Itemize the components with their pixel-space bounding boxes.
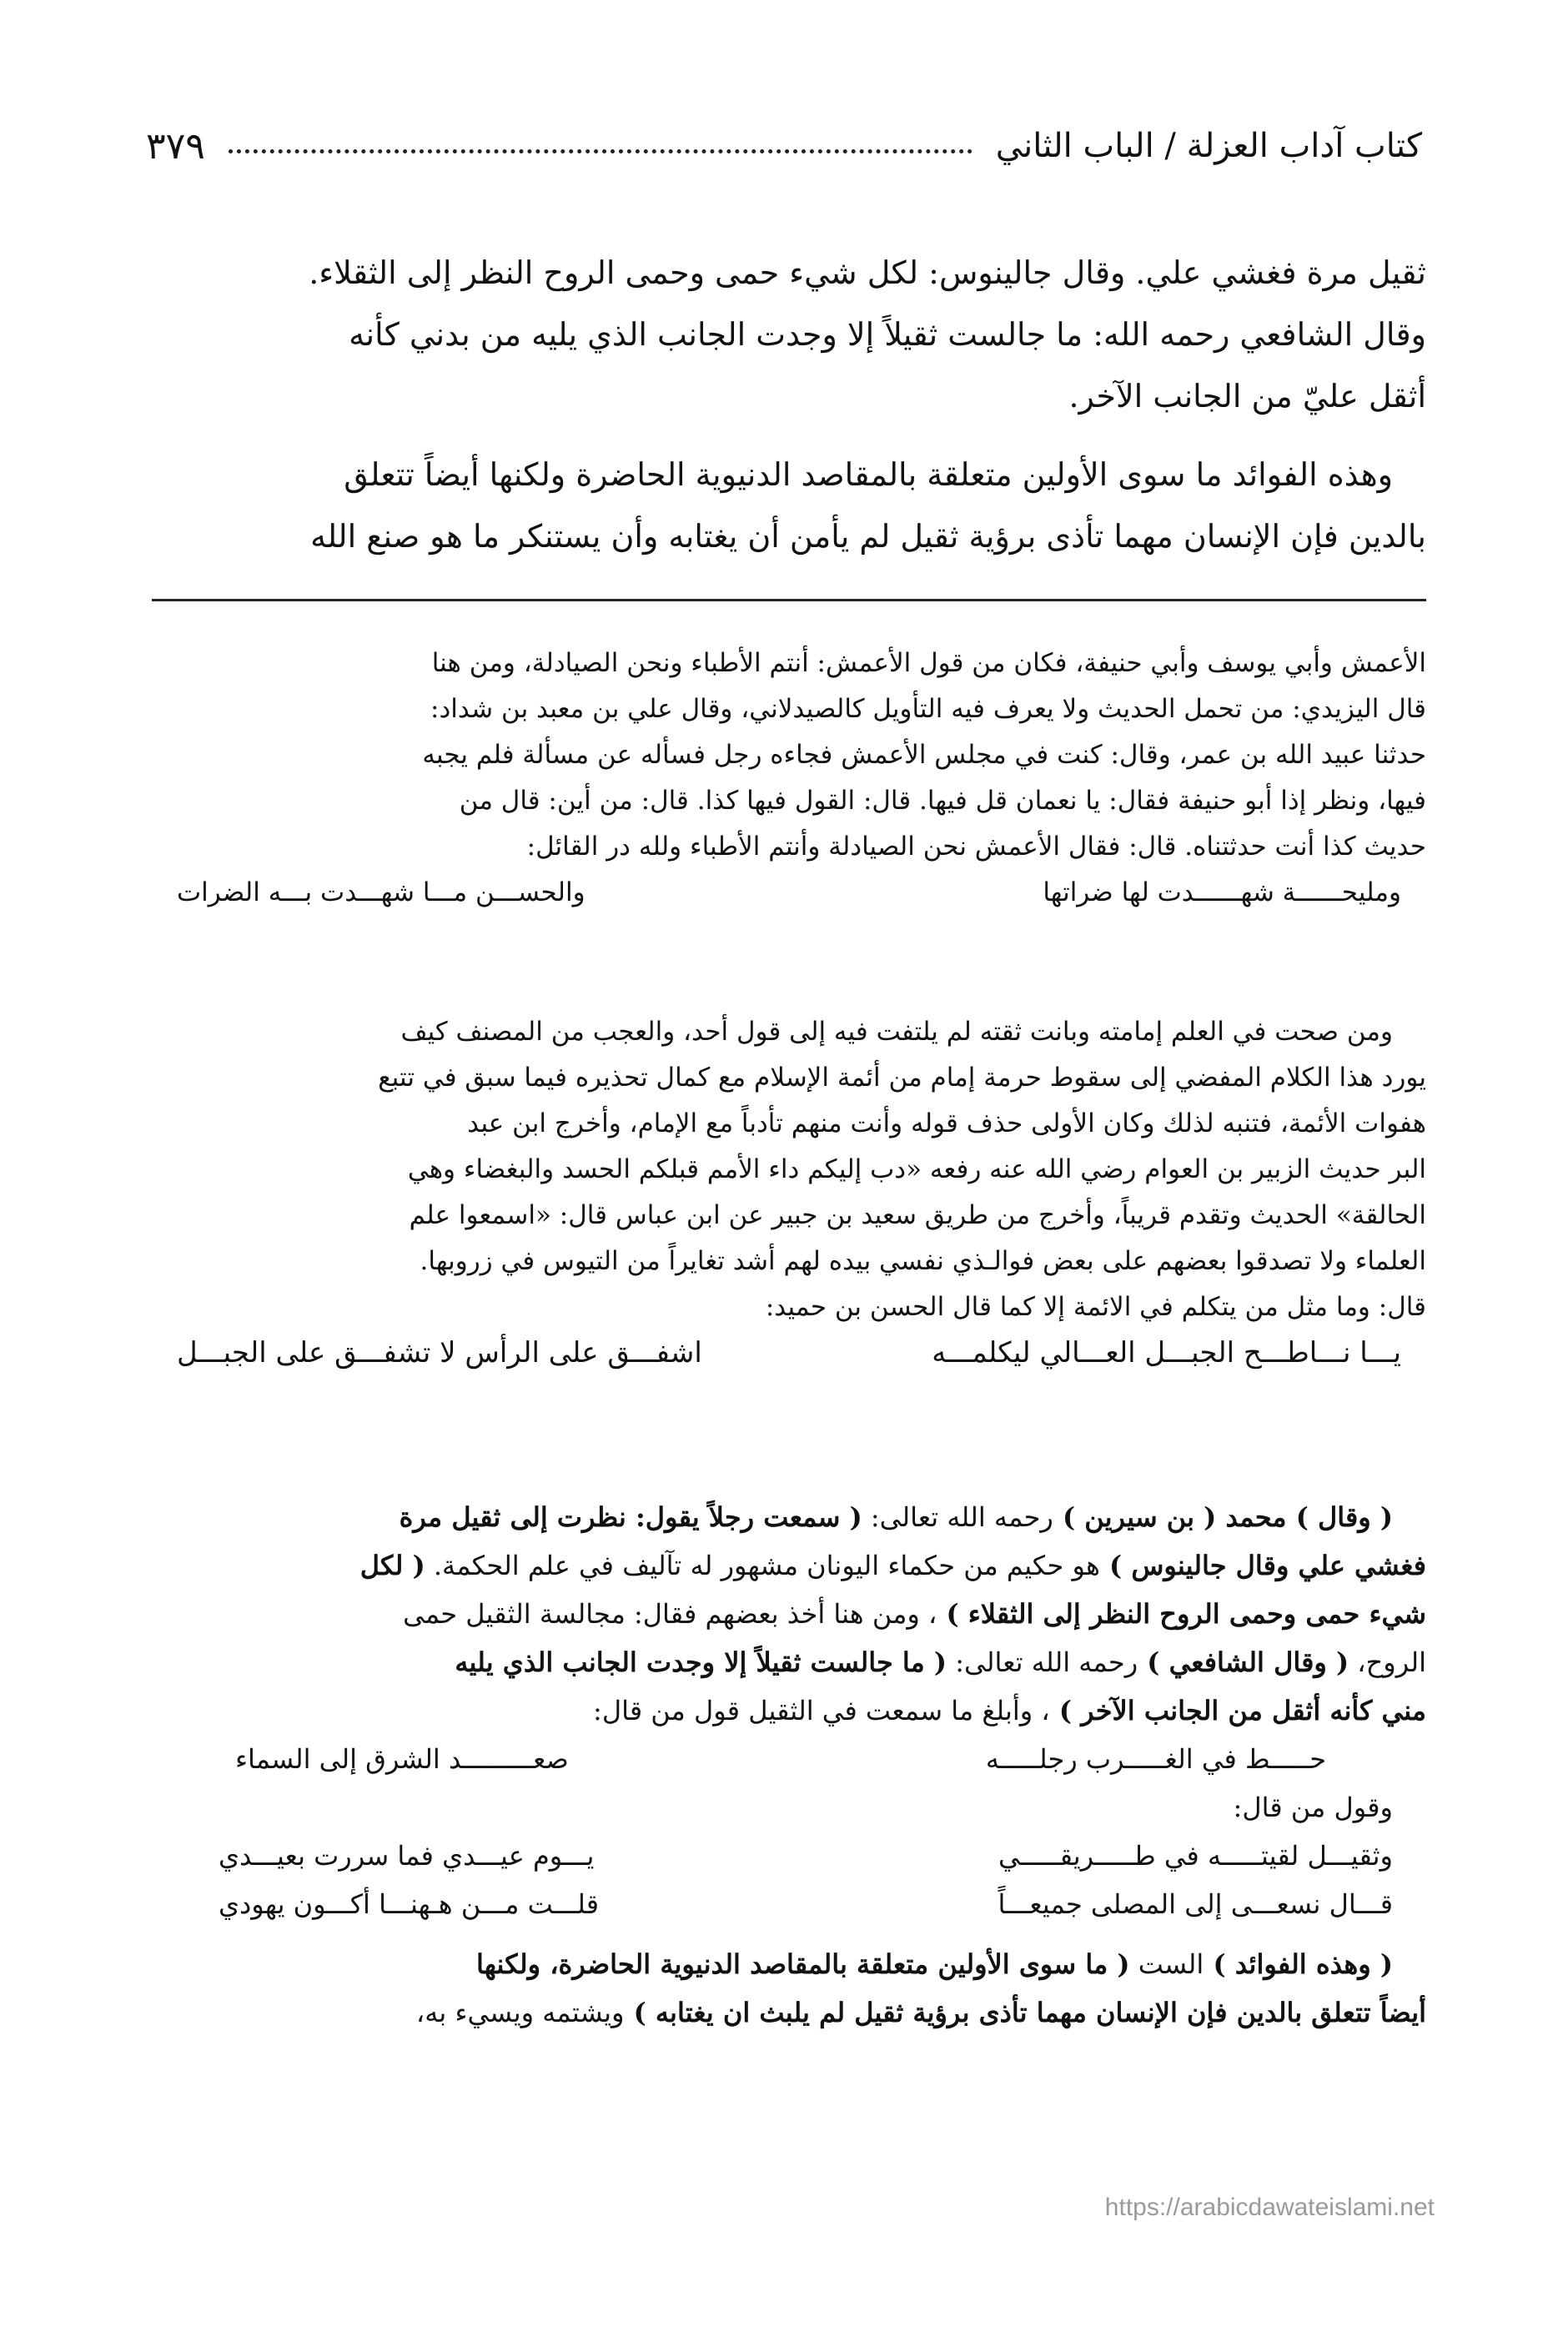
- commentary-bold: أيضاً تتعلق بالدين فإن الإنسان مهما تأذى برؤية ثقيل لم يلبث ان يغتابه ): [624, 1997, 1426, 2028]
- commentary-plain: هو حكيم من حكماء اليونان مشهور له تآليف في علم الحكمة.: [425, 1550, 1100, 1581]
- commentary-line: [152, 1493, 1426, 1541]
- commentary-line: [152, 1686, 1426, 1735]
- note-line: فيها، ونظر إذا أبو حنيفة فقال: يا نعمان قل فيها. قال: القول فيها كذا. قال: من أين: قال من: [459, 786, 1426, 816]
- note-line: هفوات الأئمة، فتنبه لذلك وكان الأولى حذف قوله وأنت منهم تأدباً مع الإمام، وأخرج ابن عبد: [467, 1108, 1426, 1138]
- commentary-plain: الست: [1129, 1948, 1204, 1980]
- note-line: الأعمش وأبي يوسف وأبي حنيفة، فكان من قول الأعمش: أنتم الأطباء ونحن الصيادلة، ومن هنا: [431, 648, 1426, 678]
- footnote-separator: [152, 599, 1426, 601]
- verse-hemistich-left: صعـــــــــد الشرق إلى السماء: [235, 1743, 569, 1775]
- note-line: قال: وما مثل من يتكلم في الائمة إلا كما قال الحسن بن حميد:: [765, 1292, 1426, 1322]
- verse-hemistich-left: يـــوم عيـــدي فما سررت بعيـــدي: [219, 1840, 595, 1872]
- footnote-part-2: [152, 1009, 1426, 1376]
- commentary-line: [152, 1590, 1426, 1638]
- commentary-line: [152, 1988, 1426, 2037]
- commentary-plain: رحمه الله تعالى:: [862, 1501, 1053, 1533]
- commentary-bold: فغشي علي وقال جالينوس ): [1099, 1550, 1426, 1581]
- note-line: ومن صحت في العلم إمامته وبانت ثقته لم يلتفت فيه إلى قول أحد، والعجب من المصنف كيف: [400, 1017, 1393, 1047]
- note-line: يورد هذا الكلام المفضي إلى سقوط حرمة إمام من أئمة الإسلام مع كمال تحذيره فيما سبق في تتبع: [378, 1063, 1426, 1093]
- page-number: ٣٧٩: [146, 124, 205, 168]
- verse-hemistich-right: وثقيـــل لقيتـــــه في طـــــريقـــــي: [998, 1840, 1393, 1872]
- verse-hemistich-left: اشفـــق على الرأس لا تشفـــق على الجبـــل: [177, 1336, 702, 1370]
- commentary-plain: رحمه الله تعالى:: [947, 1646, 1138, 1678]
- commentary-bold: ( وهذه الفوائد ): [1204, 1948, 1393, 1980]
- commentary-line: [152, 1940, 1426, 1988]
- main-line: وهذه الفوائد ما سوى الأولين متعلقة بالمقاصد الدنيوية الحاضرة ولكنها أيضاً تتعلق: [344, 456, 1393, 493]
- note-line: البر حديث الزبير بن العوام رضي الله عنه رفعه «دب إليكم داء الأمم قبلكم الحسد والبغضاء وهي: [407, 1154, 1426, 1184]
- commentary-line: [152, 1638, 1426, 1686]
- main-line: وقال الشافعي رحمه الله: ما جالست ثقيلاً إلا وجدت الجانب الذي يليه من بدني كأنه: [349, 316, 1426, 353]
- commentary-plain: ، ومن هنا أخذ بعضهم فقال: مجالسة الثقيل حمى: [403, 1598, 937, 1630]
- main-line: أثقل عليّ من الجانب الآخر.: [1068, 378, 1426, 415]
- verse-line: [152, 870, 1426, 916]
- commentary-bold: ( سمعت رجلاً يقول: نظرت إلى ثقيل مرة: [399, 1501, 862, 1533]
- verse-line: [152, 1735, 1426, 1783]
- source-watermark: https://arabicdawateislami.net: [1104, 2194, 1435, 2221]
- verse-hemistich-right: ومليحــــــة شهــــــدت لها ضراتها: [1043, 877, 1401, 907]
- commentary-bold: ( وقال ) محمد ( بن سيرين ): [1053, 1501, 1393, 1533]
- commentary-plain: الروح،: [1349, 1646, 1426, 1678]
- note-line: العلماء ولا تصدقوا بعضهم على بعض فوالـذي نفسي بيده لهم أشد تغايراً من التيوس في زروبها.: [420, 1246, 1426, 1276]
- verse-hemistich-left: قلـــت مـــن هـهنـــا أكـــون يهودي: [219, 1888, 600, 1920]
- commentary-plain: ، وأبلغ ما سمعت في الثقيل قول من قال:: [593, 1695, 1050, 1726]
- commentary-bold: مني كأنه أثقل من الجانب الآخر ): [1049, 1695, 1426, 1726]
- note-line: حديث كذا أنت حدثتناه. قال: فقال الأعمش نحن الصيادلة وأنتم الأطباء ولله در القائل:: [526, 832, 1426, 862]
- commentary-bold: ( وقال الشافعي ): [1138, 1646, 1349, 1678]
- footnote-part-1: [152, 641, 1426, 916]
- verse-hemistich-right: حـــــط في الغـــــرب رجلـــــه: [985, 1743, 1326, 1775]
- main-line: ثقيل مرة فغشي علي. وقال جالينوس: لكل شيء حمى وحمى الروح النظر إلى الثقلاء.: [309, 254, 1426, 291]
- verse-line: [152, 1832, 1426, 1880]
- main-line: بالدين فإن الإنسان مهما تأذى برؤية ثقيل لم يأمن أن يغتابه وأن يستنكر ما هو صنع الله: [310, 518, 1426, 555]
- commentary-bold: شيء حمى وحمى الروح النظر إلى الثقلاء ): [937, 1598, 1426, 1630]
- verse-hemistich-right: يـــا نـــاطـــح الجبـــل العـــالي ليكلمـــه: [932, 1336, 1401, 1370]
- verse-hemistich-left: والحســـن مـــا شهـــدت بـــه الضرات: [177, 877, 585, 907]
- main-text: [152, 242, 1426, 567]
- verse-intro: وقول من قال:: [1233, 1792, 1393, 1823]
- header-title: كتاب آداب العزلة / الباب الثاني: [995, 127, 1422, 165]
- verse-hemistich-right: قـــال نسعـــى إلى المصلى جميعـــاً: [998, 1888, 1393, 1920]
- commentary-bold: ( ما جالست ثقيلاً إلا وجدت الجانب الذي يليه: [455, 1646, 947, 1678]
- verse-line: [152, 1330, 1426, 1376]
- verse-line: [152, 1880, 1426, 1928]
- note-line: حدثنا عبيد الله بن عمر، وقال: كنت في مجلس الأعمش فجاءه رجل فسأله عن مسألة فلم يجبه: [422, 740, 1426, 770]
- commentary-line: [152, 1541, 1426, 1590]
- commentary-bold: ( لكل: [359, 1550, 425, 1581]
- running-header: [146, 117, 1422, 175]
- commentary-plain: ويشتمه ويسيء به،: [415, 1997, 625, 2028]
- header-dot-leader: [229, 149, 972, 153]
- commentary-bold: ( ما سوى الأولين متعلقة بالمقاصد الدنيوية الحاضرة، ولكنها: [476, 1948, 1130, 1980]
- note-line: قال اليزيدي: من تحمل الحديث ولا يعرف فيه التأويل كالصيدلاني، وقال علي بن معبد بن شداد:: [430, 694, 1426, 724]
- commentary-block: [152, 1493, 1426, 2037]
- note-line: الحالقة» الحديث وتقدم قريباً، وأخرج من طريق سعيد بن جبير عن ابن عباس قال: «اسمعوا علم: [409, 1200, 1426, 1230]
